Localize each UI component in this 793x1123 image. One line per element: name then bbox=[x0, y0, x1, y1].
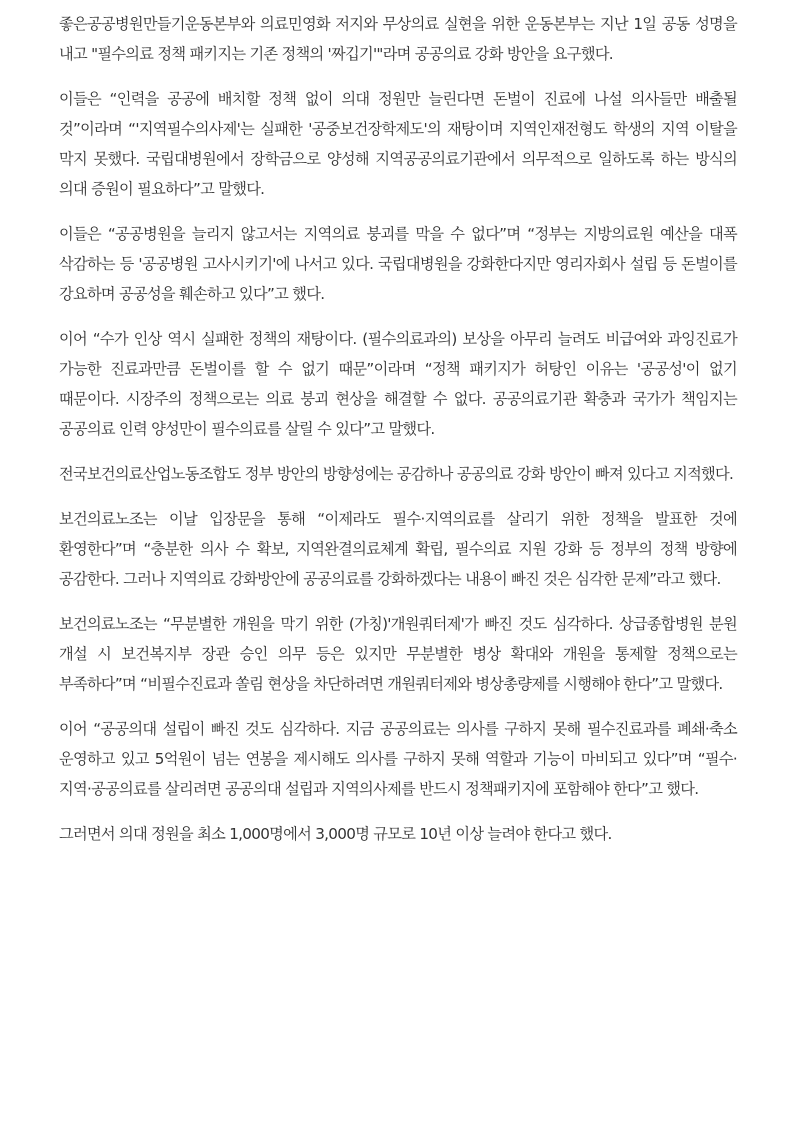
article-paragraph: 이어 “공공의대 설립이 빠진 것도 심각하다. 지금 공공의료는 의사를 구하지 못해 필수진료과를 폐쇄·축소 운영하고 있고 5억원이 넘는 연봉을 제시해도 의사를 구하지 못해 역할과 기능이 마비되고 있다”며 “필수·지역·공공의료를 살리려면 공공의대 설립과 지역의사제를 반드시 정책패키지에 포함해야 한다”고 했다. bbox=[59, 720, 737, 798]
article-paragraph: 이들은 “인력을 공공에 배치할 정책 없이 의대 정원만 늘린다면 돈벌이 진료에 나설 의사들만 배출될 것”이라며 “'지역필수의사제'는 실패한 '공중보건장학제도'의 재탕이며 지역인재전형도 학생의 지역 이탈을 막지 못했다. 국립대병원에서 장학금으로 양성해 지역공공의료기관에서 의무적으로 일하도록 하는 방식의 의대 증원이 필요하다”고 말했다. bbox=[59, 90, 737, 198]
article-paragraph: 보건의료노조는 “무분별한 개원을 막기 위한 (가칭)'개원쿼터제'가 빠진 것도 심각하다. 상급종합병원 분원 개설 시 보건복지부 장관 승인 의무 등은 있지만 무분별한 병상 확대와 개원을 통제할 정책으로는 부족하다”며 “비필수진료과 쏠림 현상을 차단하려면 개원쿼터제와 병상총량제를 시행해야 한다”고 말했다. bbox=[59, 615, 737, 693]
article-paragraph: 이어 “수가 인상 역시 실패한 정책의 재탕이다. (필수의료과의) 보상을 아무리 늘려도 비급여와 과잉진료가 가능한 진료과만큼 돈벌이를 할 수 없기 때문”이라며 “정책 패키지가 허탕인 이유는 '공공성'이 없기 때문이다. 시장주의 정책으로는 의료 붕괴 현상을 해결할 수 없다. 공공의료기관 확충과 국가가 책임지는 공공의료 인력 양성만이 필수의료를 살릴 수 있다”고 말했다. bbox=[59, 330, 737, 438]
article-body bbox=[59, 9, 737, 864]
article-paragraph: 보건의료노조는 이날 입장문을 통해 “이제라도 필수·지역의료를 살리기 위한 정책을 발표한 것에 환영한다”며 “충분한 의사 수 확보, 지역완결의료체계 확립, 필수의료 지원 강화 등 정부의 정책 방향에 공감한다. 그러나 지역의료 강화방안에 공공의료를 강화하겠다는 내용이 빠진 것은 심각한 문제”라고 했다. bbox=[59, 510, 737, 588]
article-paragraph: 그러면서 의대 정원을 최소 1,000명에서 3,000명 규모로 10년 이상 늘려야 한다고 했다. bbox=[59, 825, 612, 843]
article-paragraph: 이들은 “공공병원을 늘리지 않고서는 지역의료 붕괴를 막을 수 없다”며 “정부는 지방의료원 예산을 대폭 삭감하는 등 '공공병원 고사시키기'에 나서고 있다. 국립대병원을 강화한다지만 영리자회사 설립 등 돈벌이를 강요하며 공공성을 훼손하고 있다”고 했다. bbox=[59, 225, 737, 303]
article-paragraph: 좋은공공병원만들기운동본부와 의료민영화 저지와 무상의료 실현을 위한 운동본부는 지난 1일 공동 성명을 내고 "필수의료 정책 패키지는 기존 정책의 '짜깁기'"라며 공공의료 강화 방안을 요구했다. bbox=[59, 15, 737, 63]
article-paragraph: 전국보건의료산업노동조합도 정부 방안의 방향성에는 공감하나 공공의료 강화 방안이 빠져 있다고 지적했다. bbox=[59, 465, 734, 483]
